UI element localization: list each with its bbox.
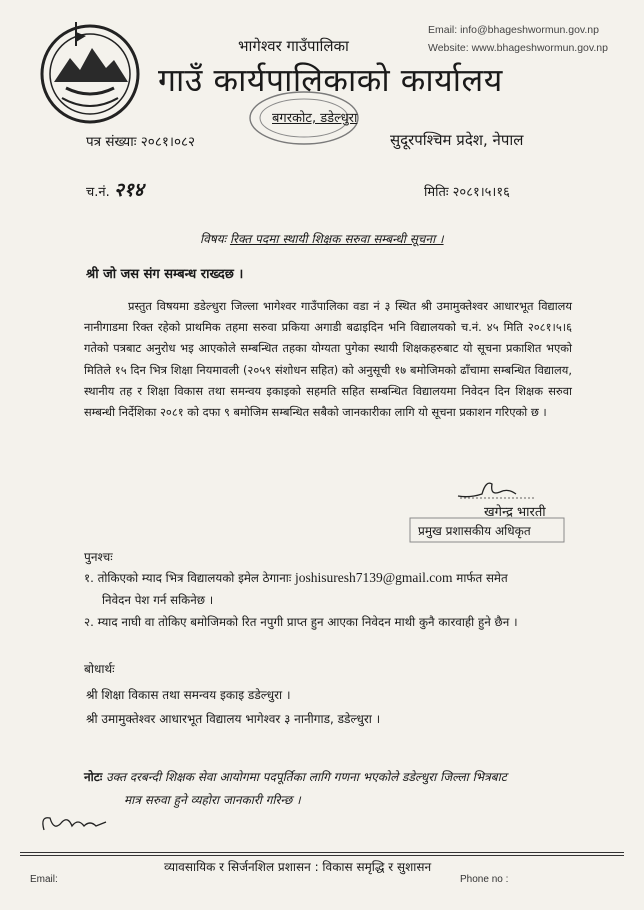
initial-signature-icon bbox=[38, 808, 110, 838]
footer-rule bbox=[20, 855, 624, 856]
note-block bbox=[84, 768, 584, 808]
header-website: Website: www.bhageshwormun.gov.np bbox=[428, 42, 608, 54]
subject-line bbox=[200, 230, 444, 247]
district-address: बगरकोट, डडेल्धुरा bbox=[272, 111, 358, 126]
postscript-heading: पुनश्चः bbox=[84, 550, 113, 564]
header-email: Email: info@bhageshwormun.gov.np bbox=[428, 24, 599, 36]
signature-scribble-icon bbox=[456, 478, 540, 502]
letter-date: मितिः २०८१।५।१६ bbox=[424, 185, 510, 200]
footer-rule bbox=[20, 852, 624, 853]
salutation: श्री जो जस संग सम्बन्ध राख्दछ । bbox=[86, 267, 244, 282]
footer-slogan: व्यावसायिक र सिर्जनशिल प्रशासन : विकास समृद्धि र सुशासन bbox=[164, 860, 432, 874]
footer-email-label: Email: bbox=[30, 874, 58, 885]
municipality-name: भागेश्वर गाउँपालिका bbox=[238, 37, 349, 55]
signatory-designation: प्रमुख प्रशासकीय अधिकृत bbox=[418, 524, 531, 538]
subject-text: रिक्त पदमा स्थायी शिक्षक सरुवा सम्बन्धी सूचना । bbox=[229, 232, 444, 246]
school-email: joshisuresh7139@gmail.com bbox=[294, 570, 453, 585]
postscript-item-1-cont: निवेदन पेश गर्न सकिनेछ । bbox=[102, 593, 214, 607]
cc-heading: बोधार्थः bbox=[84, 662, 115, 676]
subject-prefix: विषयः bbox=[200, 232, 227, 246]
postscript-item-1 bbox=[84, 570, 584, 608]
footer-phone-label: Phone no : bbox=[460, 874, 509, 885]
cc-item: श्री उमामुक्तेश्वर आधारभूत विद्यालय भागेश्वर ३ नानीगाड, डडेल्धुरा । bbox=[86, 712, 381, 726]
province-name: सुदूरपश्चिम प्रदेश, नेपाल bbox=[390, 131, 524, 149]
letter-body bbox=[84, 296, 572, 423]
body-paragraph: प्रस्तुत विषयमा डडेल्धुरा जिल्ला भागेश्वर गाउँपालिका वडा नं ३ स्थित श्री उमामुक्तेश्वर आधारभूत विद्यालय नानीगाडमा रिक्त रहेको प्राथमिक तहमा सरुवा प्रकिया अगाडी बढाइदिन भनि विद्यालयको च.नं. ४५ मिति २०८१।५।६ गतेको पत्रबाट अनुरोध भइ आएकोले सम्बन्धित तहका योग्यता पुगेका स्थायी शिक्षकहरुबाट यो सूचना प्रकाशित भएको मितिले १५ दिन भित्र शिक्षा नियमावली (२०५९ संशोधन सहित) को अनुसूची १७ बमोजिमको ढाँचामा सम्बन्धित विद्यालय, स्थानीय तह र शिक्षा विकास तथा समन्वय इकाइको सहमति सहित सम्बन्धित विद्यालयमा निवेदन दिन शिक्षक सरुवा सम्बन्धी निर्देशिका २०८१ को दफा ९ बमोजिम सम्बन्धित सबैको जानकारीका लागि यो सूचना प्रकाशन गरिएको छ । bbox=[84, 299, 572, 420]
signatory-name: खगेन्द्र भारती bbox=[484, 505, 546, 520]
cc-item: श्री शिक्षा विकास तथा समन्वय इकाइ डडेल्धुरा । bbox=[86, 688, 291, 702]
postscript-item-1-text: १. तोकिएको म्याद भित्र विद्यालयको इमेल ठेगानाः bbox=[84, 571, 292, 585]
reference-label: च.नं. bbox=[86, 185, 110, 200]
reference-number: २१४ bbox=[114, 179, 144, 201]
note-line-2: मात्र सरुवा हुने व्यहोरा जानकारी गरिन्छ । bbox=[124, 793, 301, 807]
postscript-item-1-after: मार्फत समेत bbox=[456, 571, 508, 585]
office-title: गाउँ कार्यपालिकाको कार्यालय bbox=[158, 61, 503, 99]
letter-number: पत्र संख्याः २०८१।०८२ bbox=[86, 134, 196, 150]
note-label: नोटः bbox=[84, 770, 103, 784]
government-emblem-icon bbox=[36, 18, 144, 126]
postscript-item-2: २. म्याद नाघी वा तोकिए बमोजिमको रित नपुगी प्राप्त हुन आएका निवेदन माथी कुनै कारवाही हुने छैन । bbox=[84, 615, 518, 629]
note-line-1: उक्त दरबन्दी शिक्षक सेवा आयोगमा पदपूर्तिका लागि गणना भएकोले डडेल्धुरा जिल्ला भित्रबाट bbox=[106, 770, 507, 784]
